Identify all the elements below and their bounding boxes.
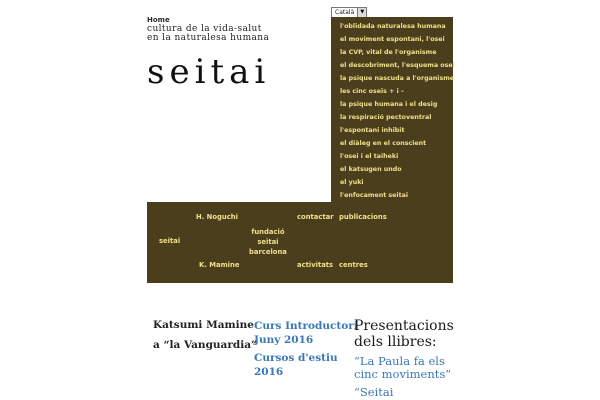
side-menu-item[interactable]: l'oblidada naturalesa humana xyxy=(340,23,446,30)
side-menu-item[interactable]: el yuki xyxy=(340,179,364,186)
side-menu-item[interactable]: el moviment espontani, l'osei xyxy=(340,36,445,43)
side-menu-item[interactable]: l'espontani inhibit xyxy=(340,127,405,134)
site-logo[interactable]: seitai xyxy=(147,52,271,92)
nav-noguchi[interactable]: H. Noguchi xyxy=(196,213,238,221)
chevron-down-icon[interactable]: ▼ xyxy=(357,8,366,17)
book-seitai-line-1: “Seitai xyxy=(354,385,394,399)
course-intro-line-2: Juny 2016 xyxy=(254,334,314,346)
nav-fundacio-line-3: barcelona xyxy=(249,248,287,256)
nav-seitai[interactable]: seitai xyxy=(159,237,181,245)
nav-mamine[interactable]: K. Mamine xyxy=(199,261,240,269)
course-intro-line-1: Curs Introductori xyxy=(254,320,358,332)
language-select-value: Català xyxy=(335,9,355,16)
news-vanguardia-title[interactable]: a “la Vanguardia” xyxy=(153,339,258,351)
side-menu-item[interactable]: el descobriment, l'esquema osei xyxy=(340,62,455,69)
tagline-line-2: en la naturalesa humana xyxy=(147,33,270,43)
side-menu xyxy=(331,17,453,203)
side-menu-item[interactable]: l'osei i el taiheki xyxy=(340,153,399,160)
side-menu-item[interactable]: la CVP, vital de l'organisme xyxy=(340,49,437,56)
nav-activitats[interactable]: activitats xyxy=(297,261,334,269)
book-link-seitai[interactable] xyxy=(354,386,393,399)
site-tagline xyxy=(147,25,269,43)
book-presentations-heading xyxy=(354,318,454,350)
home-link[interactable]: Home xyxy=(147,16,170,24)
nav-contactar[interactable]: contactar xyxy=(297,213,334,221)
book-heading-line-2: dels llibres: xyxy=(354,334,437,350)
book-paula-line-2: cinc moviments” xyxy=(354,367,452,381)
nav-centres[interactable]: centres xyxy=(339,261,368,269)
side-menu-item[interactable]: la respiració pectoventral xyxy=(340,114,432,121)
nav-fundacio-line-1: fundació xyxy=(251,228,285,236)
course-intro-link[interactable] xyxy=(254,319,358,347)
side-menu-item[interactable]: les cinc oseis + i – xyxy=(340,88,405,95)
book-heading-line-1: Presentacions xyxy=(354,318,454,334)
book-paula-line-1: “La Paula fa els xyxy=(354,354,445,368)
tagline-line-1: cultura de la vida-salut xyxy=(147,24,262,34)
news-mamine-title[interactable]: Katsumi Mamine xyxy=(153,319,254,331)
summer-course-link[interactable] xyxy=(254,351,338,379)
nav-fundacio-line-2: seitai xyxy=(257,238,279,246)
main-nav-panel xyxy=(147,202,453,283)
side-menu-item[interactable]: el diàleg en el conscient xyxy=(340,140,427,147)
summer-course-line-1: Cursos d'estiu xyxy=(254,352,338,364)
side-menu-item[interactable]: el katsugen undo xyxy=(340,166,402,173)
nav-publicacions[interactable]: publicacions xyxy=(339,213,387,221)
book-link-paula[interactable] xyxy=(354,355,451,381)
side-menu-item[interactable]: l'enfocament seitai xyxy=(340,192,408,199)
summer-course-line-2: 2016 xyxy=(254,366,284,378)
nav-fundacio[interactable] xyxy=(249,227,287,257)
side-menu-item[interactable]: la psique humana i el desig xyxy=(340,101,438,108)
side-menu-item[interactable]: la psique nascuda a l'organisme xyxy=(340,75,455,82)
